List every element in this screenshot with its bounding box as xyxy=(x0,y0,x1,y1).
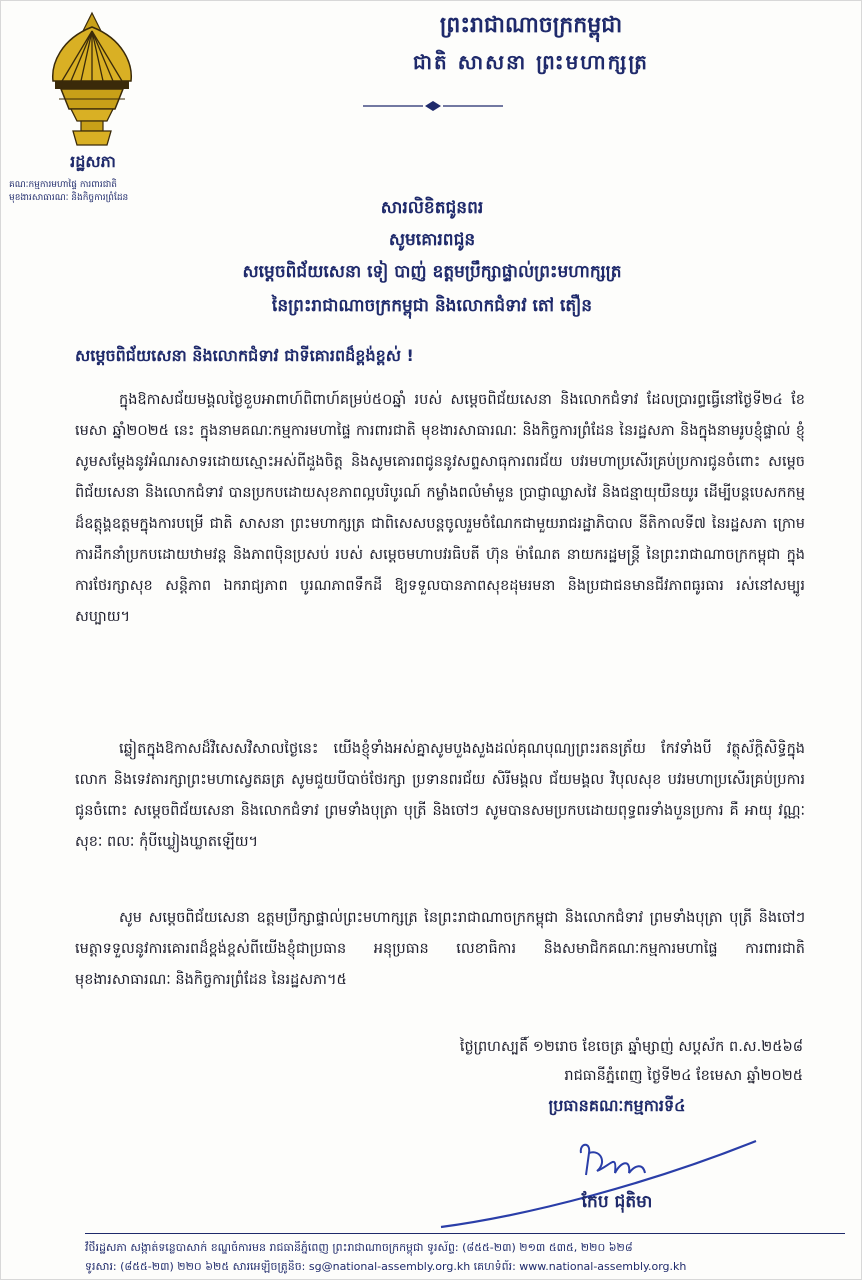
footer-address: វិថីរដ្ឋសភា សង្កាត់ទន្លេបាសាក់ ខណ្ឌចំការមន រាជធានីភ្នំពេញ ព្រះរាជាណាចក្រកម្ពុជា ទូរស័ព្ទ: (៨៥៥-២៣) ២១៣ ៥៣៥, ២២០ ៦២៨ xyxy=(85,1241,633,1254)
signer-title: ប្រធានគណៈកម្មការទី៤ xyxy=(548,1096,686,1115)
kingdom-title: ព្រះរាជាណាចក្រកម្ពុជា xyxy=(439,13,623,38)
signer-name: កែប ជុតិមា xyxy=(581,1192,653,1212)
body-paragraph: សូម សម្តេចពិជ័យសេនា ឧត្តមប្រឹក្សាផ្ទាល់ព្រះមហាក្សត្រ នៃព្រះរាជាណាចក្រកម្ពុជា និងលោកជំទាវ ព្រមទាំងបុត្រា បុត្រី និងចៅៗ មេត្តាទទួលនូវការគោរពដ៏ខ្ពង់ខ្ពស់ពីយើងខ្ញុំជាប្រធាន អនុប្រធាន លេខាធិការ និងសមាជិកគណៈកម្មការមហាផ្ទៃ ការពារជាតិ មុខងារសាធារណៈ និងកិច្ចការព្រំដែន នៃរដ្ឋសភា។៥ xyxy=(75,910,805,988)
recipient-name-cont: នៃព្រះរាជាណាចក្រកម្ពុជា និងលោកជំទាវ តៅ តឿន xyxy=(271,296,593,316)
royal-emblem-icon xyxy=(41,9,143,149)
body-paragraph: ឆ្លៀតក្នុងឱកាសដ៏វិសេសវិសាលថ្ងៃនេះ យើងខ្ញុំទាំងអស់គ្នាសូមបួងសួងដល់គុណបុណ្យព្រះរតនត្រ័យ កែវទាំងបី វត្ថុស័ក្តិសិទ្ធិក្នុងលោក និងទេវតារក្សាព្រះមហាស្វេតឆត្រ សូមជួយបីបាច់ថែរក្សា ប្រទានពរជ័យ សិរីមង្គល ជ័យមង្គល វិបុលសុខ បវរមហាប្រសើរគ្រប់ប្រការ ជូនចំពោះ សម្តេចពិជ័យសេនា និងលោកជំទាវ ព្រមទាំងបុត្រា បុត្រី និងចៅៗ សូមបានសមប្រកបដោយពុទ្ធពរទាំងបួនប្រការ គឺ អាយុ វណ្ណៈ សុខៈ ពលៈ កុំបីឃ្លៀងឃ្លាតឡើយ។ xyxy=(75,741,805,850)
organization-name: រដ្ឋសភា xyxy=(70,152,116,171)
recipient-name: សម្តេចពិជ័យសេនា ទៀ បាញ់ ឧត្តមប្រឹក្សាផ្ទាល់ព្រះមហាក្សត្រ xyxy=(242,262,622,282)
national-motto: ជាតិ សាសនា ព្រះមហាក្សត្រ xyxy=(413,50,649,74)
body-paragraph: ក្នុងឱកាសជ័យមង្គលថ្ងៃខួបអាពាហ៍ពិពាហ៍គម្រប់៥០ឆ្នាំ របស់ សម្តេចពិជ័យសេនា និងលោកជំទាវ ដែលប្រារព្ធធ្វើនៅថ្ងៃទី២៤ ខែមេសា ឆ្នាំ២០២៥ នេះ ក្នុងនាមគណៈកម្មការមហាផ្ទៃ ការពារជាតិ មុខងារសាធារណៈ និងកិច្ចការព្រំដែន នៃរដ្ឋសភា និងក្នុងនាមរូបខ្ញុំផ្ទាល់ ខ្ញុំសូមសម្តែងនូវអំណរសាទរដោយស្មោះអស់ពីដួងចិត្ត និងសូមគោរពជូននូវសព្ទសាធុការពរជ័យ បវរមហាប្រសើរគ្រប់ប្រការជូនចំពោះ សម្តេចពិជ័យសេនា និងលោកជំទាវ បានប្រកបដោយសុខភាពល្អបរិបូរណ៍ កម្លាំងពលំមាំមួន ប្រាជ្ញាឈ្លាសវៃ និងជន្មាយុយឺនយូរ ដើម្បីបន្តបេសកកម្មដ៏ឧត្តុង្គឧត្តមក្នុងការបម្រើ ជាតិ សាសនា ព្រះមហាក្សត្រ ជាពិសេសបន្តចូលរួមចំណែកជាមួយរាជរដ្ឋាភិបាល នីតិកាលទី៧ នៃរដ្ឋសភា ក្រោមការដឹកនាំប្រកបដោយឋាមវន្ត និងភាពប៉ិនប្រសប់ របស់ សម្តេចមហាបវរធិបតី ហ៊ុន ម៉ាណែត នាយករដ្ឋមន្ត្រី នៃព្រះរាជាណាចក្រកម្ពុជា ក្នុងការថែរក្សាសុខ សន្តិភាព ឯករាជ្យភាព បូរណភាពទឹកដី ឱ្យទទួលបានភាពសុខដុមរមនា និងប្រជាជនមានជីវភាពធូរធារ រស់នៅសម្បូរសប្បាយ។ xyxy=(75,392,805,625)
ornament-divider-icon xyxy=(363,99,503,113)
footer-contact: ទូរសារ: (៨៥៥-២៣) ២២០ ៦២៥ សារអេឡិចត្រូនិច: sg@national-assembly.org.kh គេហទំព័រ: www.national-assembly.org.kh xyxy=(85,1260,687,1273)
handwritten-signature-icon xyxy=(431,1123,761,1233)
organization-subtitle-line: មុខងារសាធារណៈ និងកិច្ចការព្រំដែន xyxy=(9,193,129,203)
letter-title: សារលិខិតជូនពរ xyxy=(380,198,484,218)
solar-date: រាជធានីភ្នំពេញ ថ្ងៃទី២៤ ខែមេសា ឆ្នាំ២០២៥ xyxy=(564,1068,803,1084)
recipient-intro: សូមគោរពជូន xyxy=(388,230,476,250)
organization-subtitle-line: គណៈកម្មការមហាផ្ទៃ ការពារជាតិ xyxy=(9,180,117,190)
salutation: សម្តេចពិជ័យសេនា និងលោកជំទាវ ជាទីគោរពដ៏ខ្ពង់ខ្ពស់ ! xyxy=(75,346,414,365)
lunar-date: ថ្ងៃព្រហស្បតិ៍ ១២រោច ខែចេត្រ ឆ្នាំម្សាញ់ សប្តស័ក ព.ស.២៥៦៨ xyxy=(459,1039,803,1055)
footer-divider xyxy=(85,1233,845,1234)
